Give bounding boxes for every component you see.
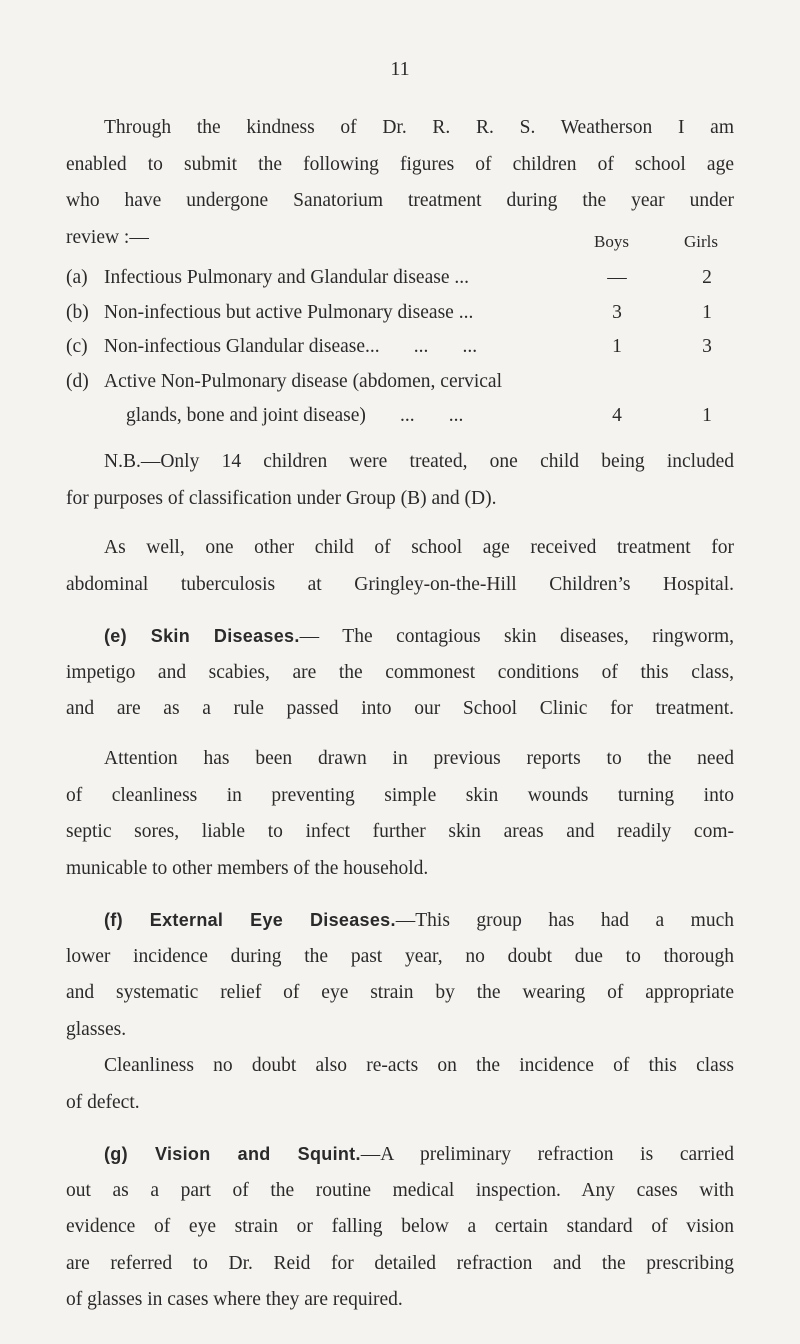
text-line: are referred to Dr. Reid for detailed refraction and the prescribing bbox=[66, 1252, 734, 1274]
girls-value: 2 bbox=[702, 267, 712, 288]
column-header-boys: Boys bbox=[594, 231, 629, 251]
section-heading: (e) Skin Diseases. bbox=[104, 626, 300, 646]
text-line: and systematic relief of eye strain by the wearing of appropriate bbox=[66, 982, 734, 1004]
section-heading: (f) External Eye Diseases. bbox=[104, 910, 396, 930]
girls-value: 3 bbox=[702, 336, 712, 358]
row-label: (d) bbox=[66, 370, 89, 392]
row-label: (a) bbox=[66, 267, 88, 288]
text-line: enabled to submit the following figures of children of school age bbox=[66, 153, 734, 175]
vision-squint-section bbox=[66, 1136, 734, 1319]
text-line: Attention has been drawn in previous reports to the need bbox=[104, 748, 734, 769]
row-description: Infectious Pulmonary and Glandular disease ... bbox=[104, 267, 469, 288]
text-line: Cleanliness no doubt also re-acts on the incidence of this class bbox=[104, 1055, 734, 1076]
boys-value: 3 bbox=[612, 301, 622, 323]
table-header-line bbox=[66, 220, 734, 257]
boys-value: — bbox=[607, 267, 627, 288]
text-run: — The contagious skin diseases, ringworm, bbox=[299, 626, 735, 647]
text-run: —A preliminary refraction is carried bbox=[360, 1144, 734, 1165]
text-line: of defect. bbox=[66, 1091, 140, 1113]
text-line bbox=[66, 618, 734, 655]
text-line: impetigo and scabies, are the commonest conditions of this class, bbox=[66, 661, 734, 683]
text-line: Through the kindness of Dr. R. R. S. Weatherson I am bbox=[104, 117, 734, 138]
text-line: abdominal tuberculosis at Gringley-on-the-Hill Children’s Hospital. bbox=[66, 573, 734, 595]
girls-value: 1 bbox=[702, 301, 712, 323]
text-line: for purposes of classification under Group (B) and (D). bbox=[66, 487, 497, 509]
text-line: of glasses in cases where they are required. bbox=[66, 1289, 403, 1311]
sanatorium-table bbox=[66, 261, 734, 434]
text-line: N.B.—Only 14 children were treated, one child being included bbox=[104, 451, 734, 472]
text-line: As well, one other child of school age received treatment for bbox=[104, 537, 734, 558]
text-line: of cleanliness in preventing simple skin wounds turning into bbox=[66, 784, 734, 806]
text-line: evidence of eye strain or falling below a certain standard of vision bbox=[66, 1216, 734, 1238]
column-header-girls: Girls bbox=[684, 231, 718, 251]
boys-value: 1 bbox=[612, 336, 622, 358]
table-row bbox=[66, 365, 734, 400]
text-line bbox=[66, 1136, 734, 1173]
cleanliness-paragraph bbox=[66, 1048, 734, 1121]
text-line: review :— bbox=[66, 226, 149, 248]
table-row bbox=[66, 330, 734, 365]
boys-value: 4 bbox=[612, 405, 622, 427]
table-row bbox=[66, 261, 734, 296]
aswell-paragraph bbox=[66, 530, 734, 603]
row-description: Active Non-Pulmonary disease (abdomen, cervical bbox=[104, 370, 502, 392]
text-line: and are as a rule passed into our School Clinic for treatment. bbox=[66, 698, 734, 720]
intro-paragraph bbox=[66, 110, 734, 256]
text-line: glasses. bbox=[66, 1018, 127, 1040]
text-line: who have undergone Sanatorium treatment during the year under bbox=[66, 190, 734, 212]
row-description: glands, bone and joint disease) ... ... bbox=[126, 405, 464, 427]
table-row bbox=[66, 399, 734, 434]
text-run: —This group has had a much bbox=[395, 910, 734, 931]
text-line bbox=[66, 902, 734, 939]
skin-diseases-section bbox=[66, 618, 734, 728]
text-line: lower incidence during the past year, no doubt due to thorough bbox=[66, 945, 734, 967]
nb-paragraph bbox=[66, 444, 734, 517]
section-heading: (g) Vision and Squint. bbox=[104, 1144, 361, 1164]
table-row bbox=[66, 296, 734, 331]
text-line: municable to other members of the household. bbox=[66, 857, 429, 879]
row-label: (b) bbox=[66, 301, 89, 323]
text-line: septic sores, liable to infect further skin areas and readily com- bbox=[66, 821, 734, 843]
girls-value: 1 bbox=[702, 405, 712, 427]
text-line: out as a part of the routine medical inspection. Any cases with bbox=[66, 1179, 734, 1201]
row-description: Non-infectious but active Pulmonary disease ... bbox=[104, 301, 474, 323]
eye-diseases-section bbox=[66, 902, 734, 1048]
page-number: 11 bbox=[390, 58, 410, 80]
row-label: (c) bbox=[66, 336, 88, 358]
attention-paragraph bbox=[66, 741, 734, 887]
row-description: Non-infectious Glandular disease... ... ... bbox=[104, 336, 478, 358]
